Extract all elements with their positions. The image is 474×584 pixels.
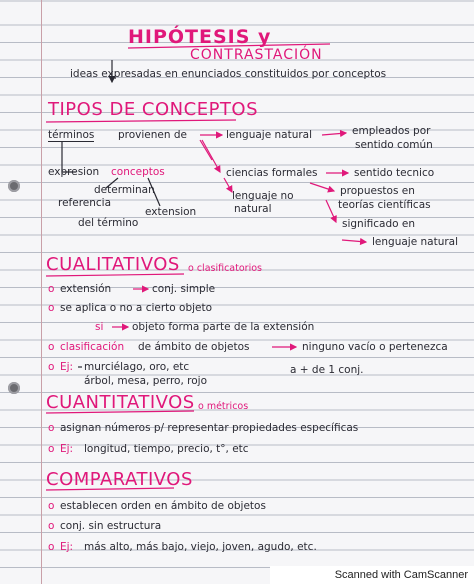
- map-lenguaje-no-natural-2: natural: [234, 203, 272, 215]
- comparativos-underline: [46, 488, 174, 490]
- bullet: o: [48, 283, 55, 295]
- map-ciencias-formales: ciencias formales: [226, 167, 318, 179]
- scanner-watermark: Scanned with CamScanner: [270, 566, 474, 584]
- comp-line-3-text: Ej:: [60, 541, 74, 553]
- cual-line-4-rest: de ámbito de objetos: [138, 341, 250, 353]
- arrow-conceptos-split: [106, 178, 160, 206]
- cual-line-4-text: clasificación: [60, 341, 125, 353]
- cuant-line-2-rest: longitud, tiempo, precio, t°, etc: [84, 443, 249, 455]
- cualitativos-underline: [46, 274, 184, 276]
- comp-line-2-text: conj. sin estructura: [60, 520, 162, 532]
- map-significado-en: significado en: [342, 218, 415, 230]
- map-provienen: provienen de: [118, 129, 187, 141]
- definition-text: ideas expresadas en enunciados constituidos por conceptos: [70, 68, 387, 80]
- map-del-termino: del término: [78, 217, 139, 229]
- arrow-to-significado: [326, 200, 336, 222]
- map-referencia: referencia: [58, 197, 112, 209]
- cual-line-2-text: se aplica o no a cierto objeto: [60, 302, 213, 314]
- arrow-provienen-to-ciencias: [202, 140, 220, 172]
- cuantitativos-heading: CUANTITATIVOS: [46, 392, 195, 413]
- arrow-terminos-down: [62, 141, 76, 172]
- heading-underline: [46, 120, 236, 122]
- map-sentido-comun: sentido común: [355, 139, 433, 151]
- cuantitativos-underline: [46, 411, 194, 413]
- cualitativos-heading: CUALITATIVOS: [46, 254, 180, 275]
- title-line-2: CONTRASTACIÓN: [190, 47, 323, 63]
- bullet: o: [48, 302, 55, 314]
- map-propuestos-en: propuestos en: [340, 185, 415, 197]
- cual-line-5-text: Ej:: [60, 361, 74, 373]
- bullet: o: [48, 500, 55, 512]
- arrow-provienen-branch: [200, 140, 212, 160]
- tipos-heading: TIPOS DE CONCEPTOS: [48, 99, 259, 120]
- bullet: o: [48, 422, 55, 434]
- arrow-to-propuestos: [310, 183, 334, 191]
- map-en-lenguaje-natural: lenguaje natural: [372, 236, 459, 248]
- map-lenguaje-no-natural-1: lenguaje no: [232, 190, 294, 202]
- cuantitativos-subheading: o métricos: [198, 401, 249, 412]
- cual-line-3-text: si: [95, 321, 104, 333]
- cual-line-1-rest: conj. simple: [152, 283, 216, 295]
- bullet: o: [48, 520, 55, 532]
- map-terminos: términos: [48, 129, 95, 141]
- comp-line-3-rest: más alto, más bajo, viejo, joven, agudo, etc.: [84, 541, 317, 553]
- cualitativos-subheading: o clasificatorios: [188, 263, 262, 274]
- map-empleados: empleados por: [352, 125, 431, 137]
- title-underline: [128, 44, 330, 48]
- arrow-ciencias-to-lenguaje-no: [224, 178, 232, 192]
- map-determinan: determinan: [94, 184, 155, 196]
- cual-line-1-text: extensión: [60, 283, 112, 295]
- arrow-lenguaje-to-empleados: [322, 133, 346, 135]
- bullet: o: [48, 341, 55, 353]
- map-expresion: expresion: [48, 166, 100, 178]
- comp-line-1-text: establecen orden en ámbito de objetos: [60, 500, 266, 512]
- cuant-line-1-text: asignan números p/ representar propiedades específicas: [60, 422, 359, 434]
- arrow-significado-to-natural: [342, 240, 366, 242]
- cuant-line-2-text: Ej:: [60, 443, 74, 455]
- map-lenguaje-natural: lenguaje natural: [226, 129, 313, 141]
- bullet: o: [48, 443, 55, 455]
- cual-line-5-rest2: a + de 1 conj.: [290, 364, 364, 376]
- cual-line-6-text: árbol, mesa, perro, rojo: [84, 375, 207, 387]
- comparativos-heading: COMPARATIVOS: [46, 469, 193, 490]
- cual-line-5-rest: murciélago, oro, etc: [84, 361, 190, 373]
- cual-line-4-rest2: ninguno vacío o pertenezca: [302, 341, 448, 353]
- map-sentido-tecnico: sentido tecnico: [354, 167, 435, 179]
- cual-line-3-rest: objeto forma parte de la extensión: [132, 321, 315, 333]
- map-teorias-cientificas: teorías científicas: [338, 199, 431, 211]
- bullet: o: [48, 541, 55, 553]
- title-line-1: HIPÓTESIS y: [128, 26, 272, 48]
- map-extension: extension: [145, 206, 197, 218]
- bullet: o: [48, 361, 55, 373]
- map-conceptos: conceptos: [111, 166, 165, 178]
